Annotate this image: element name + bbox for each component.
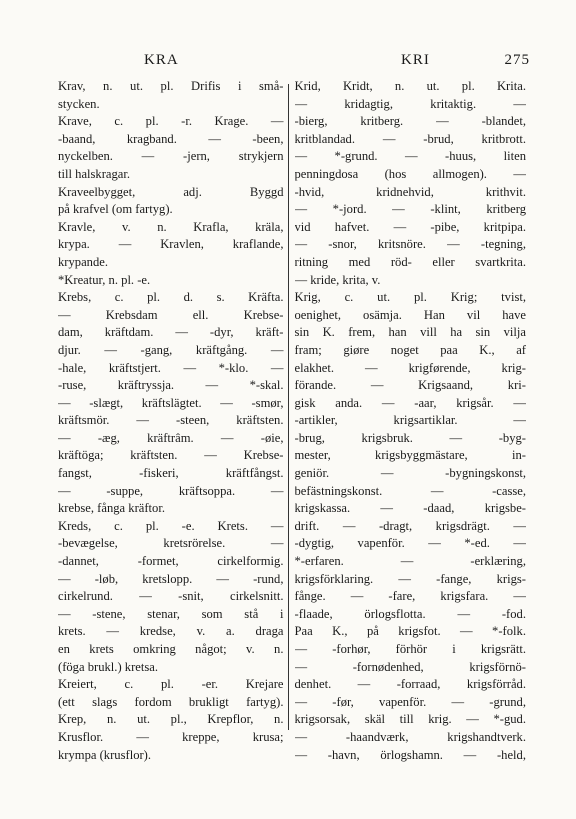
entry-line: kritblandad. — -brud, kritbrott. <box>294 131 526 146</box>
entry-line: drift. — -dragt, krigsdrägt. — <box>294 518 526 533</box>
entry-line: Kreds, c. pl. -e. Krets. — <box>58 518 284 533</box>
entry-line: (föga brukl.) kretsa. <box>58 659 159 674</box>
entry-line: denhet. — -forraad, krigsförråd. <box>294 677 526 692</box>
entry-line: Krusflor. — kreppe, krusa; <box>58 729 284 744</box>
entry-line: Krig, c. ut. pl. Krig; tvist, <box>294 290 526 305</box>
entry-line: (ett slags fordom brukligt fartyg). <box>58 694 284 709</box>
entry-line: — -havn, örlogshamn. — -held, <box>294 747 526 762</box>
header-left-guide-word: KRA <box>144 52 179 68</box>
entry-line: elakhet. — krigførende, krig- <box>294 360 526 375</box>
entry-line: — -løb, kretslopp. — -rund, <box>58 571 284 586</box>
entry-line: oenighet, osämja. Han vil have <box>294 307 526 322</box>
entry-line: förande. — Krigsaand, kri- <box>294 378 526 393</box>
entry-line: penningdosa (hos allmogen). — <box>294 166 526 181</box>
entry-line: krets. — kredse, v. a. draga <box>58 624 284 639</box>
entry-line: till halskragar. <box>58 166 131 181</box>
entry-line: Krave, c. pl. -r. Krage. — <box>58 114 284 129</box>
entry-line: krypande. <box>58 254 109 269</box>
entry-line: nyckelben. — -jern, strykjern <box>58 149 284 164</box>
entry-line: — kride, krita, v. <box>294 272 381 287</box>
entry-line: *Kreatur, n. pl. -e. <box>58 272 151 287</box>
entry-line: krigsorsak, skäl till krig. — *-gud. <box>294 712 526 727</box>
entry-line: fangst, -fiskeri, kräftfångst. <box>58 466 284 481</box>
entry-line: -flaade, örlogsflotta. — -fod. <box>294 606 526 621</box>
entry-line: fram; giøre noget paa K., af <box>294 342 526 357</box>
entry-line: Krid, Kridt, n. ut. pl. Krita. <box>294 79 526 93</box>
entry-line: *-erfaren. — -erklæring, <box>294 554 526 569</box>
entry-line: — -stene, stenar, som stå i <box>58 606 284 621</box>
text-columns <box>58 78 530 762</box>
entry-line: — -slægt, kräftslägtet. — -smør, <box>58 395 284 410</box>
entry-line: -bierg, kritberg. — -blandet, <box>294 114 526 129</box>
entry-line: — *-jord. — -klint, kritberg <box>294 202 526 217</box>
entry-line: Kraveelbygget, adj. Byggd <box>58 184 284 199</box>
entry-line: krympa (krusflor). <box>58 747 152 762</box>
entry-line: -ruse, kräftryssja. — *-skal. <box>58 378 284 393</box>
entry-line: krebse, fånga kräftor. <box>58 501 165 516</box>
entry-line: sin K. frem, han vill ha sin vilja <box>294 325 526 340</box>
entry-line: krigskassa. — -daad, krigsbe- <box>294 501 526 516</box>
entry-line: — -før, vapenför. — -grund, <box>294 694 526 709</box>
entry-line: kräftsmör. — -steen, kräftsten. <box>58 413 284 428</box>
entry-line: — -æg, kräftrâm. — -øie, <box>58 430 284 445</box>
entry-line: -artikler, krigsartiklar. — <box>294 413 526 428</box>
entry-line: krigsförklaring. — -fange, krigs- <box>294 571 526 586</box>
entry-line: cirkelrund. — -snit, cirkelsnitt. <box>58 589 284 604</box>
entry-line: vid hafvet. — -pibe, kritpipa. <box>294 219 526 234</box>
entry-line: -hvid, kridnehvid, krithvit. <box>294 184 526 199</box>
entry-line: kräftöga; kräftsten. — Krebse- <box>58 448 284 463</box>
entry-line: geniör. — -bygningskonst, <box>294 466 526 481</box>
entry-line: Paa K., på krigsfot. — *-folk. <box>294 624 526 639</box>
entry-line: — kridagtig, kritaktig. — <box>294 96 526 111</box>
entry-line: -brug, krigsbruk. — -byg- <box>294 430 526 445</box>
entry-line: — -forhør, förhör i krigsrätt. <box>294 642 526 656</box>
entry-line: stycken. <box>58 96 100 111</box>
entry-line: krypa. — Kravlen, kraflande, <box>58 237 284 252</box>
entry-line: Krebs, c. pl. d. s. Kräfta. <box>58 290 284 305</box>
entry-line: — -fornødenhed, krigsförnö- <box>294 659 526 674</box>
header-right-guide-word: KRI <box>401 52 430 68</box>
entry-line: Krav, n. ut. pl. Drifis i små- <box>58 79 284 93</box>
entry-line: fånge. — -fare, krigsfara. — <box>294 589 526 604</box>
entry-line: -dygtig, vapenför. — *-ed. — <box>294 536 526 551</box>
entry-line: -hale, kräftstjert. — *-klo. — <box>58 360 284 375</box>
entry-line: mester, krigsbyggmästare, in- <box>294 448 526 463</box>
entry-line: en krets omkring något; v. n. <box>58 642 284 656</box>
entry-line: -bevægelse, kretsrörelse. — <box>58 536 284 551</box>
right-column <box>289 78 531 762</box>
entry-line: Kreiert, c. pl. -er. Krejare <box>58 677 284 692</box>
entry-line: djur. — -gang, kräftgång. — <box>58 342 284 357</box>
entry-line: -dannet, -formet, cirkelformig. <box>58 554 284 569</box>
entry-line: — -suppe, kräftsoppa. — <box>58 483 284 498</box>
entry-line: — Krebsdam ell. Krebse- <box>58 307 284 322</box>
entry-line: — *-grund. — -huus, liten <box>294 149 526 164</box>
running-header <box>58 52 530 74</box>
entry-line: — -snor, kritsnöre. — -tegning, <box>294 237 526 252</box>
page-number: 275 <box>504 52 530 68</box>
entry-line: befästningskonst. — -casse, <box>294 483 526 498</box>
entry-line: på krafvel (om fartyg). <box>58 202 173 217</box>
entry-line: gisk anda. — -aar, krigsår. — <box>294 395 526 410</box>
entry-line: dam, kräftdam. — -dyr, kräft- <box>58 325 284 340</box>
entry-line: Krep, n. ut. pl., Krepflor, n. <box>58 712 284 727</box>
entry-line: — -haandværk, krigshandtverk. <box>294 729 526 744</box>
left-column <box>58 78 288 762</box>
entry-line: ritning med röd- eller svartkrita. <box>294 254 526 269</box>
entry-line: Kravle, v. n. Krafla, kräla, <box>58 219 284 234</box>
entry-line: -baand, kragband. — -been, <box>58 131 284 146</box>
